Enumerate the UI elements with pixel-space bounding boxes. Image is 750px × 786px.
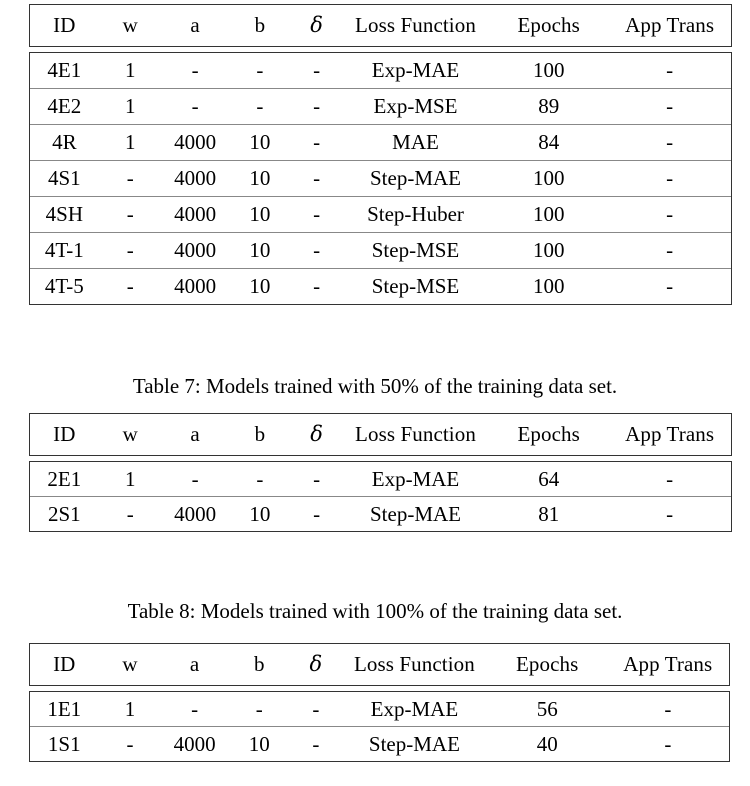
column-header-delta: δ bbox=[310, 13, 324, 37]
cell-id: 4S1 bbox=[30, 161, 99, 197]
column-header-w: w bbox=[122, 422, 138, 446]
table-row bbox=[30, 497, 731, 532]
cell-epochs: 40 bbox=[536, 731, 558, 756]
column-header-app-trans: App Trans bbox=[623, 652, 713, 676]
cell-w: - bbox=[126, 731, 134, 756]
cell-w: 1 bbox=[99, 125, 162, 161]
cell-delta: - bbox=[313, 274, 321, 298]
cell-id: 2E1 bbox=[30, 462, 99, 497]
cell-delta: - bbox=[291, 692, 341, 727]
table-row bbox=[30, 462, 731, 497]
cell-loss-function: Step-MAE bbox=[368, 731, 460, 756]
column-header-epochs: Epochs bbox=[517, 422, 580, 446]
cell-a: 4000 bbox=[162, 125, 229, 161]
column-header-w: w bbox=[122, 13, 138, 37]
table-row bbox=[30, 161, 731, 197]
table-header-row bbox=[30, 5, 731, 46]
cell-b: - bbox=[228, 53, 291, 89]
cell-b: 10 bbox=[249, 274, 271, 298]
cell-w: - bbox=[126, 501, 134, 526]
cell-app-trans: - bbox=[666, 501, 674, 526]
cell-delta: - bbox=[291, 161, 341, 197]
table-2-body-table bbox=[30, 462, 731, 531]
cell-w: - bbox=[99, 197, 162, 233]
cell-epochs: 100 bbox=[489, 197, 608, 233]
table-row bbox=[30, 53, 731, 89]
cell-w: - bbox=[126, 274, 134, 298]
cell-id: 4SH bbox=[30, 197, 99, 233]
column-header-a: a bbox=[189, 652, 200, 676]
cell-b: 10 bbox=[249, 501, 271, 526]
table-3-body-table bbox=[30, 692, 729, 761]
cell-app-trans: - bbox=[608, 89, 731, 125]
cell-loss-function: Exp-MSE bbox=[342, 89, 489, 125]
cell-a: - bbox=[162, 53, 229, 89]
cell-loss-function: MAE bbox=[342, 125, 489, 161]
cell-a: 4000 bbox=[174, 274, 217, 298]
cell-id: 4T-1 bbox=[30, 233, 99, 269]
cell-app-trans: - bbox=[664, 731, 672, 756]
table-2-header-box bbox=[29, 413, 732, 456]
table-row bbox=[30, 269, 731, 305]
column-header-b: b bbox=[253, 652, 265, 676]
cell-w: 1 bbox=[99, 462, 162, 497]
table-3-body-box bbox=[29, 691, 730, 762]
cell-w: - bbox=[99, 233, 162, 269]
cell-epochs: 100 bbox=[532, 274, 565, 298]
column-header-a: a bbox=[190, 422, 200, 446]
cell-id: 2S1 bbox=[48, 501, 81, 526]
cell-app-trans: - bbox=[608, 53, 731, 89]
cell-a: 4000 bbox=[162, 161, 229, 197]
cell-app-trans: - bbox=[607, 692, 729, 727]
cell-w: 1 bbox=[99, 53, 162, 89]
cell-app-trans: - bbox=[608, 462, 731, 497]
cell-delta: - bbox=[291, 53, 341, 89]
table-row bbox=[30, 125, 731, 161]
cell-w: - bbox=[99, 161, 162, 197]
table-3 bbox=[29, 643, 730, 762]
column-header-w: w bbox=[122, 652, 138, 676]
cell-delta: - bbox=[312, 731, 320, 756]
column-header-loss-function: Loss Function bbox=[355, 422, 476, 446]
cell-app-trans: - bbox=[608, 233, 731, 269]
cell-delta: - bbox=[291, 197, 341, 233]
table-1-header-box bbox=[29, 4, 732, 47]
cell-epochs: 100 bbox=[489, 161, 608, 197]
cell-b: - bbox=[228, 692, 291, 727]
column-header-epochs: Epochs bbox=[516, 652, 579, 676]
cell-id: 1E1 bbox=[30, 692, 99, 727]
cell-id: 4E2 bbox=[30, 89, 99, 125]
cell-epochs: 84 bbox=[489, 125, 608, 161]
cell-id: 4E1 bbox=[30, 53, 99, 89]
cell-loss-function: Step-MAE bbox=[342, 161, 489, 197]
cell-epochs: 100 bbox=[489, 53, 608, 89]
cell-delta: - bbox=[291, 89, 341, 125]
cell-a: 4000 bbox=[174, 501, 217, 526]
table-3-header-box bbox=[29, 643, 730, 686]
cell-epochs: 64 bbox=[489, 462, 608, 497]
table-row bbox=[30, 233, 731, 269]
cell-epochs: 56 bbox=[488, 692, 607, 727]
table-1-body-box bbox=[29, 52, 732, 305]
cell-app-trans: - bbox=[608, 125, 731, 161]
table-row bbox=[30, 197, 731, 233]
cell-b: 10 bbox=[228, 233, 291, 269]
cell-loss-function: Step-MSE bbox=[371, 274, 460, 298]
column-header-b: b bbox=[254, 422, 266, 446]
cell-app-trans: - bbox=[666, 274, 674, 298]
cell-delta: - bbox=[291, 125, 341, 161]
cell-b: 10 bbox=[228, 125, 291, 161]
table-2 bbox=[29, 413, 732, 532]
column-header-id: ID bbox=[53, 13, 76, 37]
cell-b: 10 bbox=[228, 197, 291, 233]
column-header-a: a bbox=[190, 13, 200, 37]
column-header-loss-function: Loss Function bbox=[355, 13, 476, 37]
cell-loss-function: Exp-MAE bbox=[342, 462, 489, 497]
cell-loss-function: Step-Huber bbox=[342, 197, 489, 233]
cell-b: - bbox=[228, 462, 291, 497]
cell-loss-function: Exp-MAE bbox=[342, 53, 489, 89]
column-header-app-trans: App Trans bbox=[625, 13, 715, 37]
table-8-caption: Table 8: Models trained with 100% of the training data set. bbox=[127, 599, 623, 623]
cell-a: 4000 bbox=[162, 197, 229, 233]
column-header-b: b bbox=[254, 13, 266, 37]
table-header-row bbox=[30, 414, 731, 455]
cell-id: 4R bbox=[30, 125, 99, 161]
column-header-id: ID bbox=[53, 422, 76, 446]
cell-epochs: 81 bbox=[538, 501, 560, 526]
column-header-epochs: Epochs bbox=[517, 13, 580, 37]
table-row bbox=[30, 692, 729, 727]
cell-a: - bbox=[162, 462, 229, 497]
cell-delta: - bbox=[313, 501, 321, 526]
cell-loss-function: Step-MAE bbox=[370, 501, 461, 526]
table-1 bbox=[29, 4, 732, 305]
cell-a: - bbox=[161, 692, 227, 727]
cell-w: 1 bbox=[99, 89, 162, 125]
cell-a: - bbox=[162, 89, 229, 125]
table-header-row bbox=[30, 644, 729, 685]
table-7-caption: Table 7: Models trained with 50% of the training data set. bbox=[132, 374, 618, 398]
table-1-header-table bbox=[30, 5, 731, 46]
table-2-header-table bbox=[30, 414, 731, 455]
column-header-delta: δ bbox=[309, 652, 323, 676]
cell-app-trans: - bbox=[608, 161, 731, 197]
cell-loss-function: Step-MSE bbox=[342, 233, 489, 269]
table-2-body-box bbox=[29, 461, 732, 532]
cell-delta: - bbox=[291, 462, 341, 497]
cell-epochs: 100 bbox=[489, 233, 608, 269]
cell-b: - bbox=[228, 89, 291, 125]
cell-app-trans: - bbox=[608, 197, 731, 233]
table-1-body-table bbox=[30, 53, 731, 304]
column-header-loss-function: Loss Function bbox=[353, 652, 475, 676]
cell-id: 1S1 bbox=[47, 731, 81, 756]
cell-w: 1 bbox=[99, 692, 162, 727]
cell-a: 4000 bbox=[173, 731, 216, 756]
cell-b: 10 bbox=[228, 161, 291, 197]
cell-id: 4T-5 bbox=[44, 274, 84, 298]
cell-b: 10 bbox=[248, 731, 270, 756]
table-row bbox=[30, 727, 729, 762]
cell-a: 4000 bbox=[162, 233, 229, 269]
table-row bbox=[30, 89, 731, 125]
cell-epochs: 89 bbox=[489, 89, 608, 125]
column-header-app-trans: App Trans bbox=[625, 422, 715, 446]
column-header-delta: δ bbox=[310, 422, 324, 446]
table-3-header-table bbox=[30, 644, 729, 685]
column-header-id: ID bbox=[53, 652, 76, 676]
cell-loss-function: Exp-MAE bbox=[341, 692, 488, 727]
cell-delta: - bbox=[291, 233, 341, 269]
